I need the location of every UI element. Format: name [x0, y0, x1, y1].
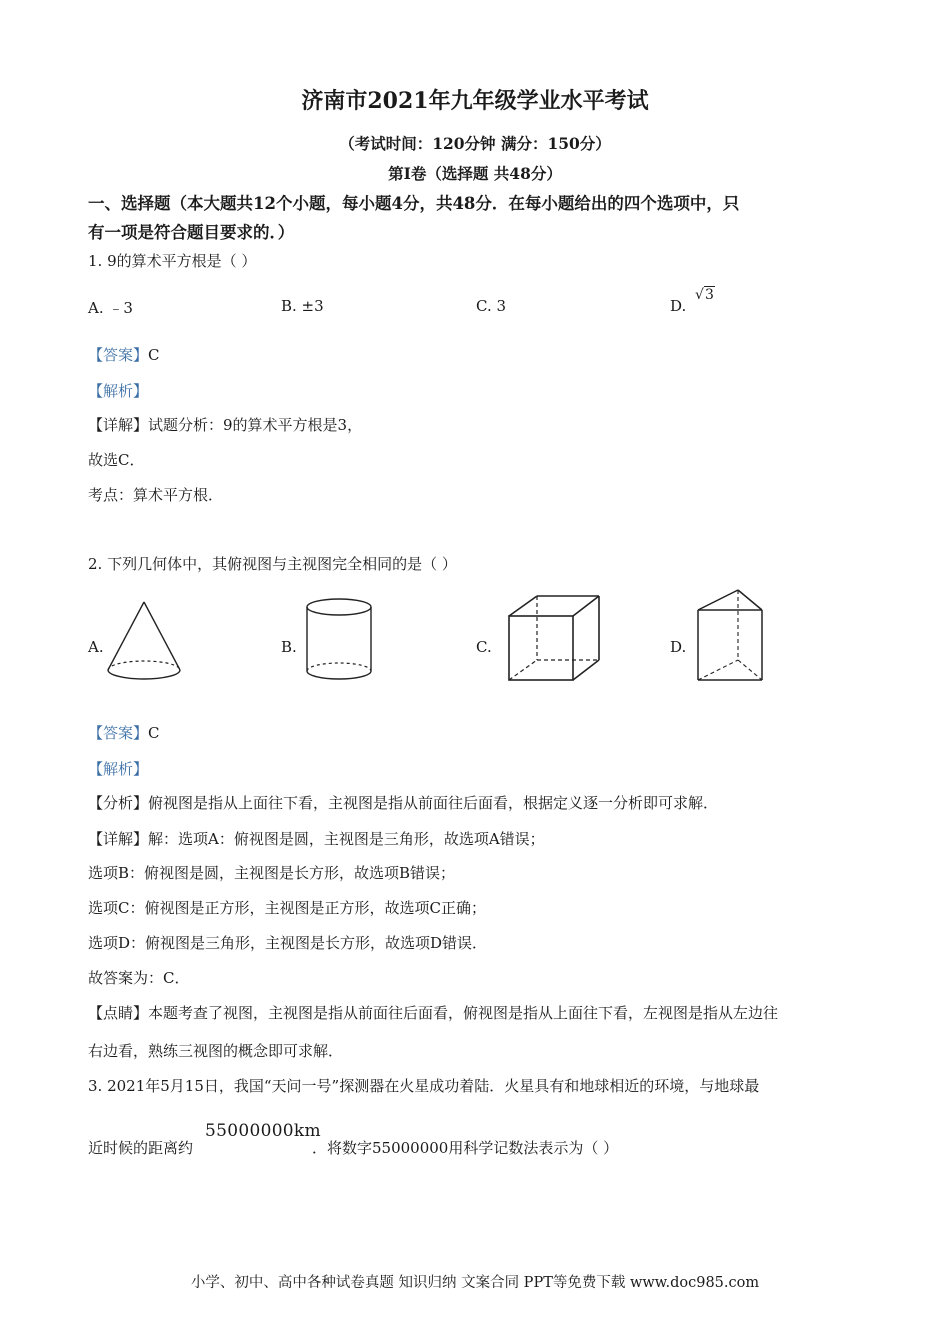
q2-detail-a: 解：选项A：俯视图是圆，主视图是三角形，故选项A错误；	[148, 830, 545, 848]
sqrt-icon: √3	[695, 287, 714, 303]
exam-info: （考试时间：120分钟 满分：150分）	[339, 134, 611, 153]
q2-detail-row	[88, 828, 545, 849]
page-footer: 小学、初中、高中各种试卷真题 知识归纳 文案合同 PPT等免费下载 www.doc985.com	[190, 1275, 760, 1291]
q2-comment-line2: 右边看，熟练三视图的概念即可求解．	[88, 1042, 344, 1060]
q1-option-d-radicand: 3	[704, 287, 714, 303]
section-heading-line1: 一、选择题（本大题共12个小题，每小题4分，共48分．在每小题给出的四个选项中，只	[88, 194, 740, 213]
q2-detail-tag: 【详解】	[88, 830, 149, 848]
section-heading-line2: 有一项是符合题目要求的．）	[88, 223, 295, 242]
q1-detail: 试题分析：9的算术平方根是3，	[148, 416, 363, 434]
q1-answer-tag: 【答案】	[88, 346, 149, 364]
q3-line2-before: 近时候的距离约	[88, 1139, 194, 1157]
q1-analysis-tag: 【解析】	[88, 382, 149, 400]
q2-analyze-tag: 【分析】	[88, 794, 149, 812]
q1-point: 考点：算术平方根．	[88, 486, 224, 504]
q2-answer-tag: 【答案】	[88, 724, 149, 742]
q3-line2-after: ．将数字55000000用科学记数法表示为（ ）	[312, 1139, 619, 1157]
page-title: 济南市2021年九年级学业水平考试	[301, 88, 649, 114]
q2-option-b: B.	[281, 638, 297, 656]
q1-detail-tag: 【详解】	[88, 416, 149, 434]
q1-option-d-label: D.	[670, 297, 687, 315]
q2-option-c: C.	[476, 638, 492, 656]
q1-detail-row	[88, 414, 362, 435]
q1-answer-row	[88, 344, 160, 365]
q2-analysis-tag: 【解析】	[88, 760, 149, 778]
q2-option-a: A.	[88, 638, 104, 656]
q1-option-d	[670, 287, 714, 315]
q2-analyze: 俯视图是指从上面往下看，主视图是指从前面往后面看，根据定义逐一分析即可求解．	[148, 794, 719, 812]
cube-icon	[507, 594, 603, 684]
cone-icon	[104, 600, 184, 684]
q1-option-c: C. 3	[476, 297, 507, 315]
q1-option-b: B. ±3	[281, 297, 324, 315]
q1-stem: 1. 9的算术平方根是（ ）	[88, 252, 257, 270]
triangular-prism-icon	[696, 588, 768, 684]
q1-answer: C	[148, 346, 160, 364]
q2-comment-row	[88, 1002, 778, 1023]
q2-detail-d: 选项D：俯视图是三角形，主视图是长方形，故选项D错误．	[88, 934, 488, 952]
q1-option-a: A. ﹣3	[88, 299, 133, 317]
q2-comment-tag: 【点睛】	[88, 1004, 149, 1022]
q2-analyze-row	[88, 792, 718, 813]
q2-answer: C	[148, 724, 160, 742]
volume-heading: 第Ⅰ卷（选择题 共48分）	[388, 164, 562, 183]
q2-conclusion: 故答案为：C．	[88, 969, 190, 987]
q2-detail-c: 选项C：俯视图是正方形，主视图是正方形，故选项C正确；	[88, 899, 486, 917]
cylinder-icon	[303, 597, 379, 687]
q2-stem: 2. 下列几何体中，其俯视图与主视图完全相同的是（ ）	[88, 555, 457, 573]
q2-option-d: D.	[670, 638, 687, 656]
q2-answer-row	[88, 722, 160, 743]
q3-line1: 3. 2021年5月15日，我国“天问一号”探测器在火星成功着陆．火星具有和地球相近的环境，与地球最	[88, 1077, 760, 1095]
q1-conclusion: 故选C．	[88, 451, 145, 469]
q3-distance: 55000000km	[205, 1121, 321, 1141]
q2-detail-b: 选项B：俯视图是圆，主视图是长方形，故选项B错误；	[88, 864, 456, 882]
q2-comment-line1: 本题考查了视图，主视图是指从前面往后面看，俯视图是指从上面往下看，左视图是指从左边往	[148, 1004, 779, 1022]
